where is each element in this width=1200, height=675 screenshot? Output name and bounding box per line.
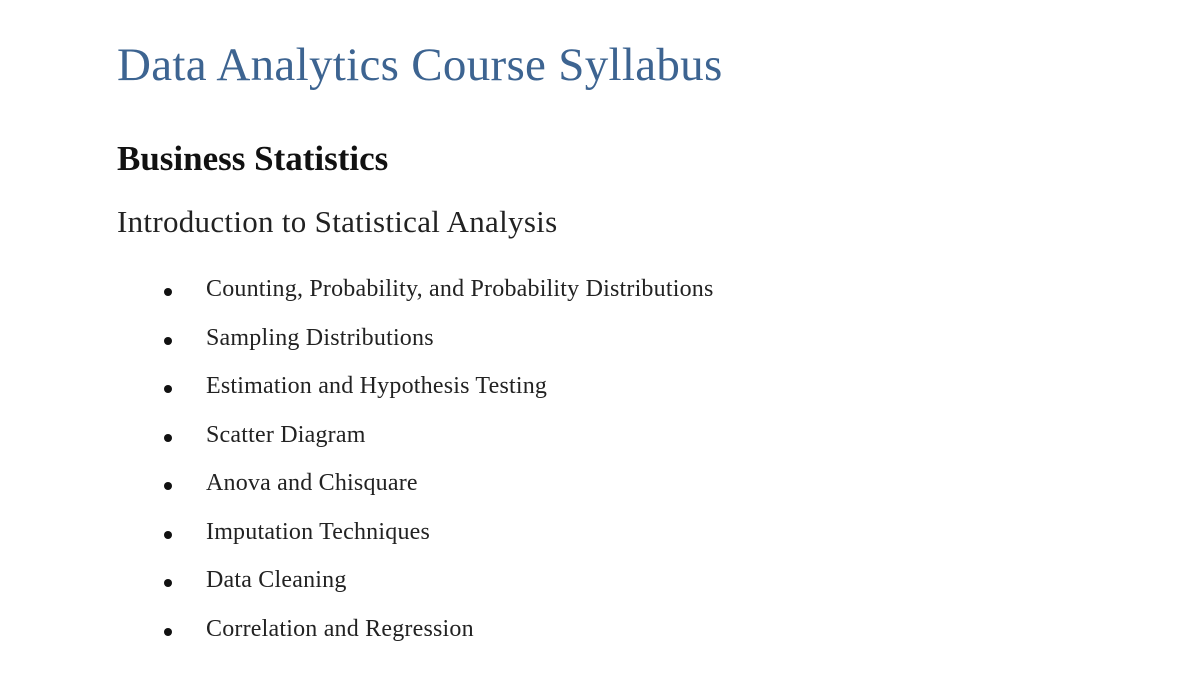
list-item-text: Anova and Chisquare: [206, 470, 418, 496]
list-item-text: Sampling Distributions: [206, 324, 434, 351]
bullet-icon: [164, 482, 172, 490]
bullet-icon: [164, 531, 172, 539]
list-item-text: Scatter Diagram: [206, 421, 366, 448]
list-item-text: Counting, Probability, and Probability Distributions: [206, 276, 714, 302]
bullet-icon: [164, 337, 172, 345]
page-title: Data Analytics Course Syllabus: [117, 39, 723, 91]
list-item-text: Data Cleaning: [206, 567, 347, 593]
bullet-icon: [164, 288, 172, 296]
section-heading: Business Statistics: [117, 139, 389, 178]
list-item-text: Estimation and Hypothesis Testing: [206, 373, 548, 399]
bullet-icon: [164, 579, 172, 587]
bullet-icon: [164, 385, 172, 393]
sub-heading: Introduction to Statistical Analysis: [117, 204, 558, 239]
bullet-icon: [164, 434, 172, 442]
bullet-icon: [164, 628, 172, 636]
list-item-text: Correlation and Regression: [206, 615, 474, 642]
list-item-text: Imputation Techniques: [206, 518, 431, 545]
